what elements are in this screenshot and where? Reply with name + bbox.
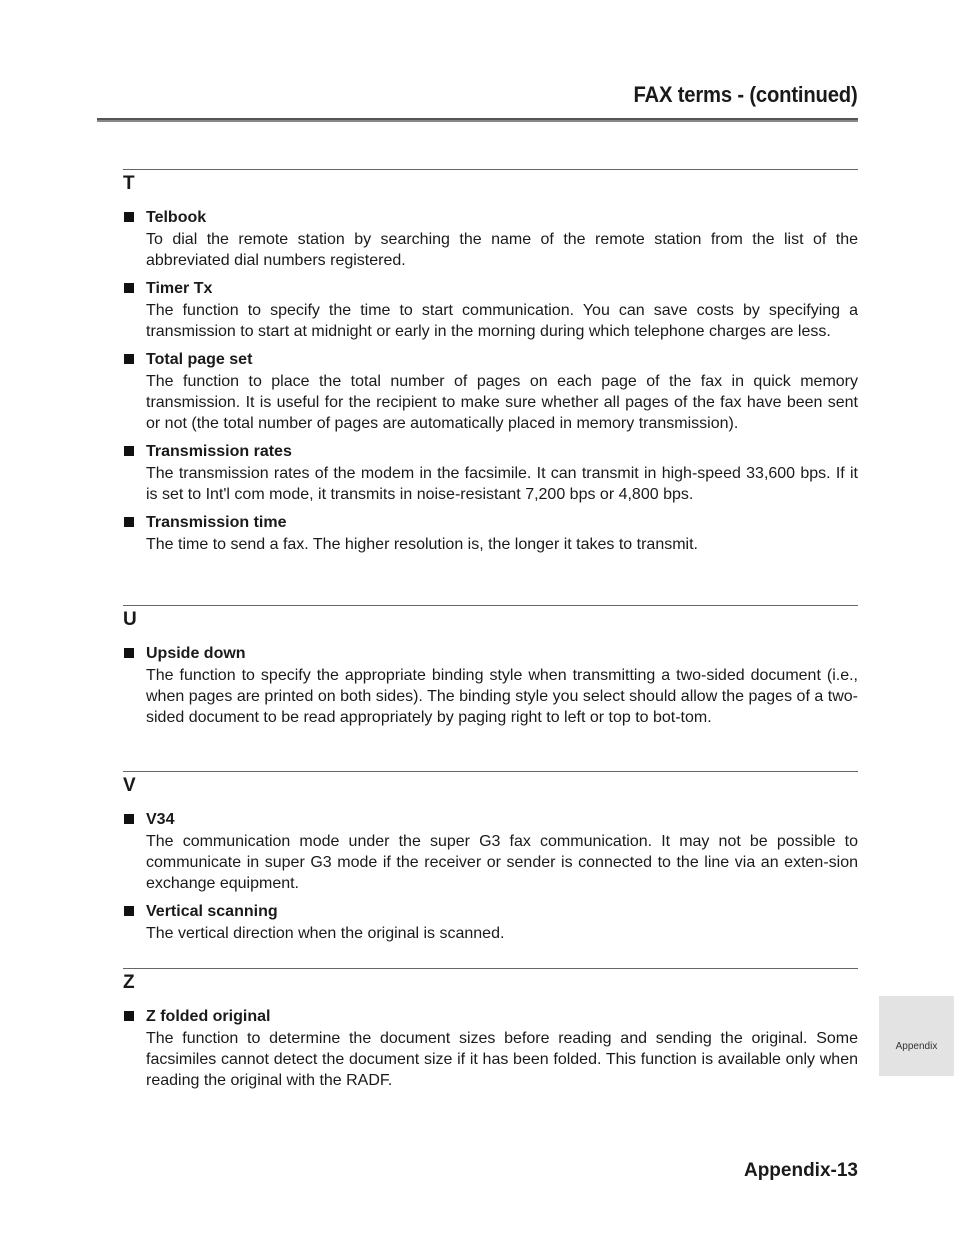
section-t: [123, 169, 858, 555]
section-divider: [123, 968, 858, 969]
entry-description: The transmission rates of the modem in the facsimile. It can transmit in high-speed 33,600 bps. If it is set to Int'l com mode, it transmits in noise-resistant 7,200 bps or 4,800 bps.: [146, 465, 858, 503]
entry-term: Upside down: [146, 645, 246, 662]
header-divider: [97, 118, 858, 122]
entry-term: Timer Tx: [146, 280, 213, 297]
page-number: Appendix-13: [743, 1160, 858, 1181]
square-bullet-icon: [124, 283, 134, 293]
square-bullet-icon: [124, 517, 134, 527]
glossary-entry: [123, 644, 858, 728]
entry-description: The communication mode under the super G3 fax communication. It may not be possible to communicate in super G3 mode if the receiver or sender is connected to the line via an exten-sion exchange equipment.: [146, 833, 858, 892]
glossary-entry: [123, 902, 858, 944]
square-bullet-icon: [124, 648, 134, 658]
section-z: [123, 968, 858, 1091]
glossary-entry: [123, 513, 858, 555]
section-v: [123, 771, 858, 944]
section-letter: Z: [123, 972, 135, 993]
section-divider: [123, 771, 858, 772]
glossary-entry: [123, 1007, 858, 1091]
entry-description: The function to specify the appropriate binding style when transmitting a two-sided document (i.e., when pages are printed on both sides). The binding style you select should allow the pages of a two-sided document to be read appropriately by paging right to left or top to bot-tom.: [146, 667, 858, 726]
entry-term: Transmission rates: [146, 443, 292, 460]
section-letter: U: [123, 609, 137, 630]
section-divider: [123, 169, 858, 170]
square-bullet-icon: [124, 212, 134, 222]
entry-term: Total page set: [146, 351, 253, 368]
entry-term: Transmission time: [146, 514, 287, 531]
section-letter: V: [123, 775, 136, 796]
section-letter: T: [123, 173, 135, 194]
entry-term: V34: [146, 811, 175, 828]
glossary-entry: [123, 350, 858, 434]
appendix-side-tab: [879, 996, 954, 1076]
entry-description: The vertical direction when the original is scanned.: [146, 925, 505, 942]
glossary-entry: [123, 279, 858, 342]
section-divider: [123, 605, 858, 606]
glossary-entry: [123, 208, 858, 271]
entry-description: The function to determine the document sizes before reading and sending the original. Some facsimiles cannot detect the document size if it has been folded. This function is available only when reading the original with the RADF.: [146, 1030, 858, 1089]
section-u: [123, 605, 858, 728]
entry-description: The function to place the total number of pages on each page of the fax in quick memory transmission. It is useful for the recipient to make sure whether all pages of the fax have been sent or not (the total number of pages are automatically placed in memory transmission).: [146, 373, 858, 432]
entry-term: Vertical scanning: [146, 903, 278, 920]
square-bullet-icon: [124, 906, 134, 916]
entry-description: The time to send a fax. The higher resolution is, the longer it takes to transmit.: [146, 536, 698, 553]
square-bullet-icon: [124, 354, 134, 364]
square-bullet-icon: [124, 1011, 134, 1021]
entry-term: Z folded original: [146, 1008, 271, 1025]
square-bullet-icon: [124, 814, 134, 824]
square-bullet-icon: [124, 446, 134, 456]
glossary-entry: [123, 442, 858, 505]
page-title: FAX terms - (continued): [633, 82, 858, 107]
entry-description: The function to specify the time to start communication. You can save costs by specifying a transmission to start at midnight or early in the morning during which telephone charges are less.: [146, 302, 858, 340]
side-tab-label: Appendix: [895, 1041, 938, 1052]
entry-term: Telbook: [146, 209, 207, 226]
entry-description: To dial the remote station by searching the name of the remote station from the list of the abbreviated dial numbers registered.: [146, 231, 858, 269]
glossary-entry: [123, 810, 858, 894]
